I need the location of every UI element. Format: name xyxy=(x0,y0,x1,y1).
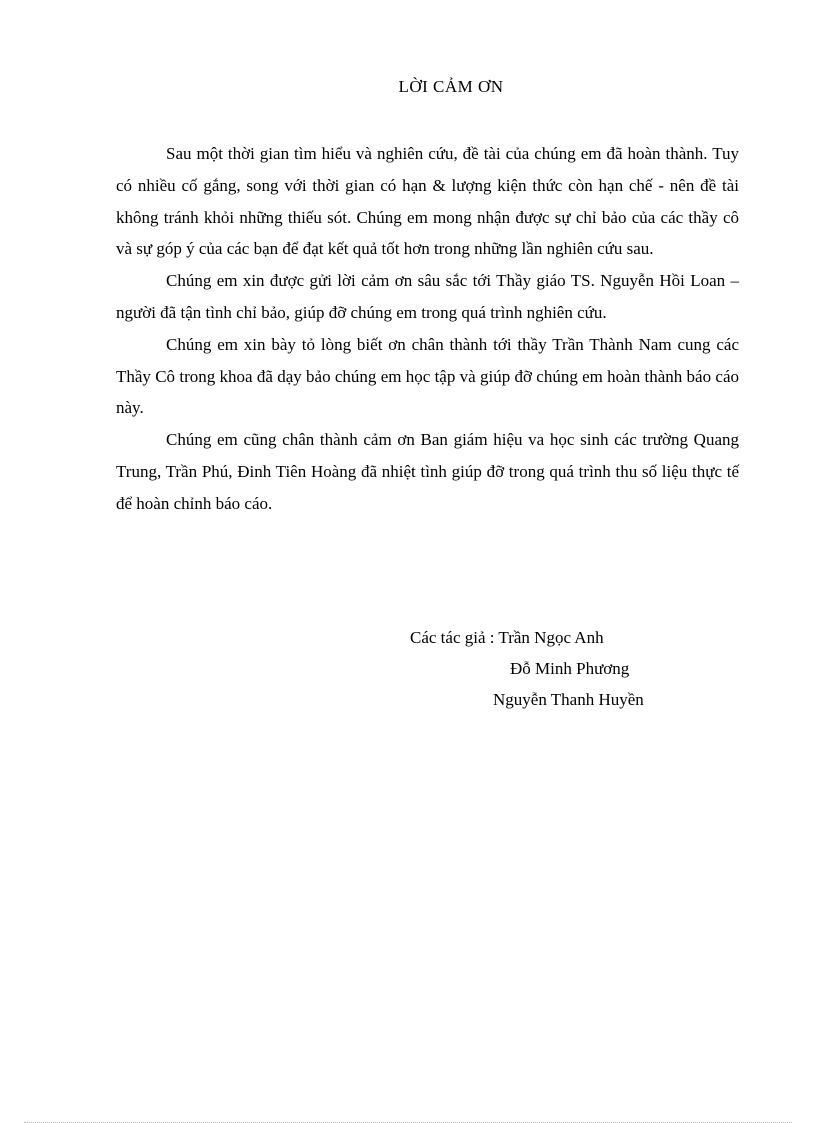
document-body xyxy=(116,138,739,520)
author-line-1: Các tác giả : Trần Ngọc Anh xyxy=(410,628,604,647)
page-title: LỜI CẢM ƠN xyxy=(398,77,504,96)
paragraph-1: Sau một thời gian tìm hiểu và nghiên cứu, đề tài của chúng em đã hoàn thành. Tuy có nhiều cố gắng, song với thời gian có hạn & lượng kiện thức còn hạn chế - nên đề tài không tránh khỏi những thiếu sót. Chúng em mong nhận được sự chỉ bảo của các thầy cô và sự góp ý của các bạn để đạt kết quả tốt hơn trong những lần nghiên cứu sau. xyxy=(116,144,739,259)
paragraph-2: Chúng em xin được gửi lời cảm ơn sâu sắc tới Thầy giáo TS. Nguyễn Hồi Loan – người đã tận tình chỉ bảo, giúp đỡ chúng em trong quá trình nghiên cứu. xyxy=(116,271,739,322)
author-line-3: Nguyễn Thanh Huyền xyxy=(493,690,644,709)
paragraph-3: Chúng em xin bày tỏ lòng biết ơn chân thành tới thầy Trần Thành Nam cung các Thầy Cô trong khoa đã dạy bảo chúng em học tập và giúp đỡ chúng em hoàn thành báo cáo này. xyxy=(116,334,739,418)
paragraph-4: Chúng em cũng chân thành cảm ơn Ban giám hiệu va học sinh các trường Quang Trung, Trần Phú, Đinh Tiên Hoàng đã nhiệt tình giúp đỡ trong quá trình thu số liệu thực tế để hoàn chỉnh báo cáo. xyxy=(116,430,739,513)
author-line-2: Đỗ Minh Phương xyxy=(510,659,630,678)
